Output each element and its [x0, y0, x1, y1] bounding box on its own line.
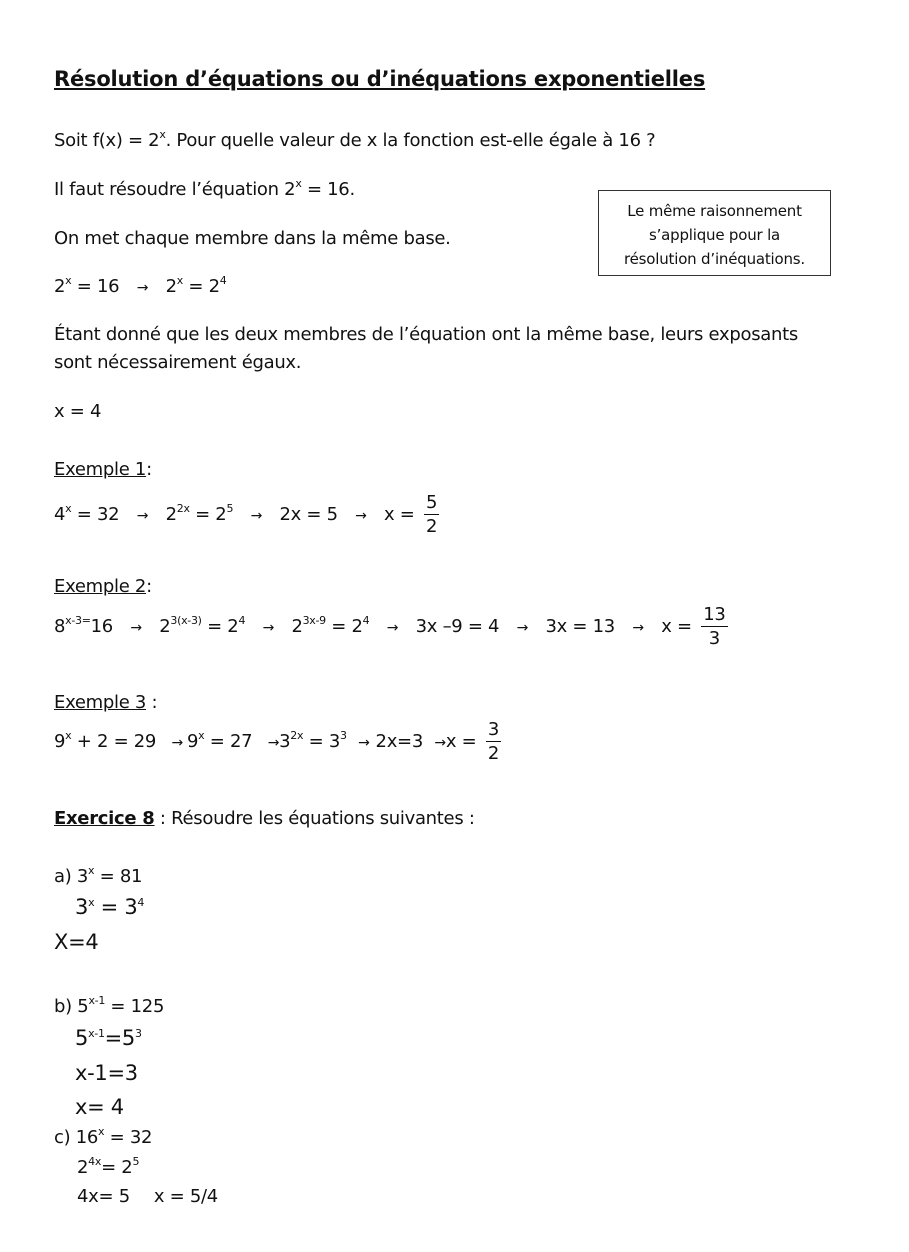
example-2-steps: $8^{x-3=}16 \to 2^{3(x-3)} = 2^4 \to 2^{3x-9} = 2^4 \to 3x$ –9 = 4 → 3x = 13 → x = $\frac{13}{3}$ [54, 604, 726, 649]
example-1-steps: $4^x = 32 \to 2^{2x} = 2^5 \to 2x = 5 \to x$ = $\frac{5}{2}$ [54, 492, 438, 537]
note-box: Le même raisonnement s’applique pour la résolution d’inéquations. [598, 190, 831, 276]
arrow-icon: → [136, 280, 149, 296]
exercise-b-question: b) $5^{x-1} = 125$ [54, 994, 165, 1017]
explanation-line-2: sont nécessairement égaux. [54, 352, 302, 373]
exercise-b-answer-line-1[interactable]: $5^{x-1}=5^3$ [75, 1026, 142, 1050]
intro-same-base: On met chaque membre dans la même base. [54, 228, 451, 249]
arrow-icon: → [267, 735, 280, 751]
exercise-a-answer-line-1[interactable]: $3^x = 3^4$ [75, 895, 145, 919]
exercise-c-answer-line-2[interactable]: 4x= 5 x = 5/4 [77, 1186, 218, 1207]
exercise-c-answer-line-1[interactable]: $2^{4x}= 2^5$ [77, 1155, 140, 1178]
explanation-line-1: Étant donné que les deux membres de l’équation ont la même base, leurs exposants [54, 324, 798, 345]
arrow-icon: → [136, 508, 149, 524]
exercise-b-answer-line-3[interactable]: x= 4 [75, 1095, 124, 1119]
exercise-heading: Exercice 8 : Résoudre les équations suivantes : [54, 808, 475, 829]
arrow-icon: → [434, 735, 446, 751]
arrow-icon: → [130, 620, 142, 636]
fraction: $\frac{5}{2}$ [426, 492, 438, 537]
page-title: Résolution d’équations ou d’inéquations exponentielles [54, 67, 706, 91]
exercise-a-answer-line-2[interactable]: X=4 [54, 930, 99, 954]
arrow-icon: → [250, 508, 263, 524]
exercise-b-answer-line-2[interactable]: x-1=3 [75, 1061, 138, 1085]
fraction: $\frac{13}{3}$ [703, 604, 726, 649]
example-3-steps: $9^x + 2 = 29 \to 9^x = 27 \to 3^{2x} = 3^3 \to 2x=3 \to x$ = $\frac{3}{2}$ [54, 719, 499, 764]
arrow-icon: → [516, 620, 529, 636]
example-3-label: Exemple 3 : [54, 692, 158, 713]
arrow-icon: → [171, 735, 183, 751]
fraction: $\frac{3}{2}$ [487, 719, 499, 764]
intro-result: x = 4 [54, 401, 102, 422]
intro-conversion: $2^x = 16 \to 2^x = 2^4$ [54, 274, 227, 297]
example-1-label: Exemple 1: [54, 459, 152, 480]
arrow-icon: → [386, 620, 399, 636]
intro-solve: Il faut résoudre l’équation $2^x = 16$. [54, 177, 355, 200]
exercise-c-question: c) $16^x = 32$ [54, 1125, 153, 1148]
arrow-icon: → [358, 735, 370, 751]
arrow-icon: → [632, 620, 644, 636]
exercise-a-question: a) $3^x = 81$ [54, 864, 143, 887]
intro-question: Soit $f(x) = 2^x$. Pour quelle valeur de x la fonction est-elle égale à 16 ? [54, 128, 656, 151]
arrow-icon: → [262, 620, 275, 636]
arrow-icon: → [355, 508, 367, 524]
example-2-label: Exemple 2: [54, 576, 152, 597]
